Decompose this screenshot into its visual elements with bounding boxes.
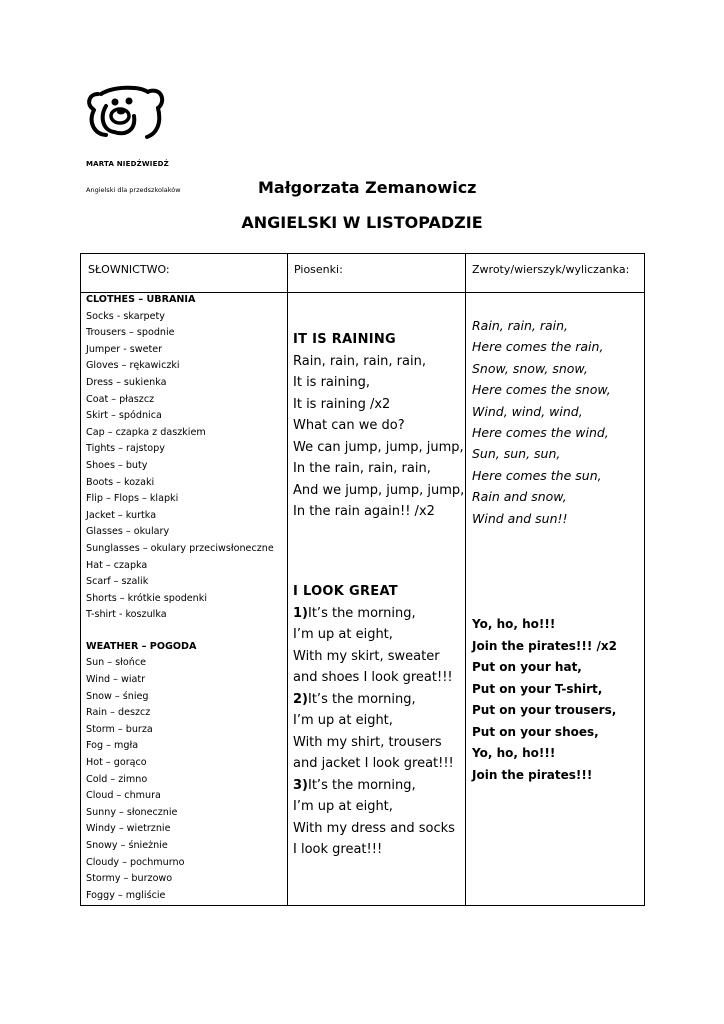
song-line	[293, 753, 455, 775]
column-header-songs: Piosenki:	[294, 263, 343, 276]
chant-line: Yo, ho, ho!!!	[472, 746, 556, 760]
vocab-item: Snowy – śnieżnie	[86, 840, 168, 851]
vocab-item: Shorts – krótkie spodenki	[86, 592, 207, 604]
rhyme-line: Snow, snow, snow,	[472, 360, 588, 376]
song-line: In the rain, rain, rain,	[293, 461, 431, 476]
song-i-look-great	[293, 581, 455, 861]
column-divider	[287, 254, 288, 905]
verse-number: 2)	[293, 691, 308, 707]
page-title: ANGIELSKI W LISTOPADZIE	[241, 213, 483, 232]
verse-number: 1)	[293, 605, 308, 621]
vocab-item: Storm – burza	[86, 723, 153, 735]
vocab-item: Tights – rajstopy	[86, 443, 165, 455]
song-line-text: It’s the morning,	[308, 605, 416, 621]
vocab-item: Cloudy – pochmurno	[86, 856, 185, 868]
song-line-text: I’m up at eight,	[293, 627, 393, 642]
vocab-item: Windy – wietrznie	[86, 823, 171, 835]
vocab-item: Sunny – słonecznie	[86, 806, 178, 818]
vocab-item: Cap – czapka z daszkiem	[86, 426, 206, 438]
vocab-item: Fog – mgła	[86, 740, 139, 752]
vocab-item: Skirt – spódnica	[86, 410, 162, 422]
brand-name: MARTA NIEDŹWIEDŹ	[86, 160, 169, 168]
rhyme-line: Sun, sun, sun,	[472, 446, 561, 462]
vocab-item: Trousers – spodnie	[86, 327, 175, 339]
chant-line: Yo, ho, ho!!!	[472, 617, 556, 631]
rhyme-line: Rain, rain, rain,	[472, 318, 568, 333]
chant-line: Put on your trousers,	[472, 703, 617, 717]
song-line	[293, 732, 455, 754]
vocab-item: Foggy – mgliście	[86, 889, 166, 901]
song-line	[293, 775, 455, 797]
chant-line: Join the pirates!!!	[472, 767, 593, 782]
pirates-chant	[472, 614, 617, 786]
song-line	[293, 603, 455, 625]
vocab-item: Flip – Flops – klapki	[86, 493, 179, 505]
column-divider	[465, 254, 466, 905]
song-title: IT IS RAINING	[293, 332, 397, 347]
song-line	[293, 667, 455, 689]
vocab-item: Boots – kozaki	[86, 476, 155, 488]
song-line: It is raining,	[293, 375, 370, 390]
song-line-text: It’s the morning,	[308, 777, 416, 793]
vocab-item: Glasses – okulary	[86, 526, 170, 538]
rhyme-line: Here comes the wind,	[472, 425, 609, 441]
song-line	[293, 624, 455, 646]
vocab-item: Jacket – kurtka	[86, 509, 157, 521]
vocab-item: Coat – płaszcz	[86, 393, 155, 405]
song-it-is-raining	[293, 329, 464, 523]
vocab-item: Cold – zimno	[86, 773, 148, 785]
rhyme-line: Wind and sun!!	[472, 510, 568, 526]
vocab-item: Sunglasses – okulary przeciwsłoneczne	[86, 542, 274, 554]
song-line-text: and shoes I look great!!!	[293, 670, 453, 685]
vocab-item: Hat – czapka	[86, 559, 148, 571]
vocab-spacer	[86, 624, 276, 639]
bear-head-icon	[84, 82, 166, 140]
vocab-item: T-shirt - koszulka	[86, 609, 167, 621]
song-line	[293, 710, 455, 732]
song-line-text: With my dress and socks	[293, 820, 455, 836]
rhyme-line: Here comes the sun,	[472, 467, 602, 483]
song-line: We can jump, jump, jump,	[293, 439, 464, 455]
song-line: What can we do?	[293, 418, 405, 433]
vocab-item: Cloud – chmura	[86, 790, 161, 802]
song-line	[293, 818, 455, 840]
rhyme-line: Here comes the rain,	[472, 339, 604, 355]
vocab-item: Hot – gorąco	[86, 757, 147, 769]
verse-number: 3)	[293, 777, 308, 793]
author-name: Małgorzata Zemanowicz	[258, 178, 477, 197]
chant-line: Put on your shoes,	[472, 724, 599, 739]
song-line-text: It’s the morning,	[308, 691, 416, 707]
vocab-item: Rain – deszcz	[86, 707, 151, 719]
vocab-item: Shoes – buty	[86, 459, 148, 471]
column-header-phrases: Zwroty/wierszyk/wyliczanka:	[472, 263, 630, 276]
rhyme-line: Here comes the snow,	[472, 382, 611, 398]
vocab-item: Dress – sukienka	[86, 376, 167, 388]
song-line	[293, 839, 455, 861]
song-line	[293, 796, 455, 818]
song-line	[293, 646, 455, 668]
vocab-item: Wind – wiatr	[86, 674, 146, 686]
brand-subtitle: Angielski dla przedszkolaków	[86, 186, 181, 194]
vocab-item: Snow – śnieg	[86, 690, 149, 702]
song-line-text: I look great!!!	[293, 842, 383, 857]
vocab-heading-clothes: CLOTHES – UBRANIA	[86, 294, 196, 305]
chant-line: Join the pirates!!! /x2	[472, 638, 617, 653]
rhyme-line: Rain and snow,	[472, 489, 567, 505]
column-header-vocabulary: SŁOWNICTWO:	[88, 263, 170, 276]
chant-line: Put on your hat,	[472, 660, 582, 674]
song-title: I LOOK GREAT	[293, 584, 398, 599]
song-line-text: I’m up at eight,	[293, 713, 393, 728]
vocab-item: Socks - skarpety	[86, 310, 165, 322]
vocab-item: Gloves – rękawiczki	[86, 360, 180, 372]
vocab-item: Jumper - sweter	[86, 343, 163, 355]
vocabulary-column	[86, 292, 276, 904]
vocab-item: Stormy – burzowo	[86, 873, 173, 885]
song-line-text: I’m up at eight,	[293, 799, 393, 814]
song-line-text: With my skirt, sweater	[293, 648, 440, 664]
weather-rhyme	[472, 315, 611, 529]
song-line-text: With my shirt, trousers	[293, 734, 442, 750]
rhyme-line: Wind, wind, wind,	[472, 403, 583, 419]
vocab-heading-weather: WEATHER – POGODA	[86, 640, 197, 652]
chant-line: Put on your T-shirt,	[472, 681, 603, 696]
song-line	[293, 689, 455, 711]
vocab-item: Sun – słońce	[86, 657, 146, 669]
vocab-item: Scarf – szalik	[86, 576, 149, 588]
song-line: It is raining /x2	[293, 396, 391, 412]
song-line-text: and jacket I look great!!!	[293, 756, 454, 771]
song-line: And we jump, jump, jump,	[293, 482, 465, 498]
song-line: In the rain again!! /x2	[293, 504, 435, 519]
song-line: Rain, rain, rain, rain,	[293, 353, 426, 369]
